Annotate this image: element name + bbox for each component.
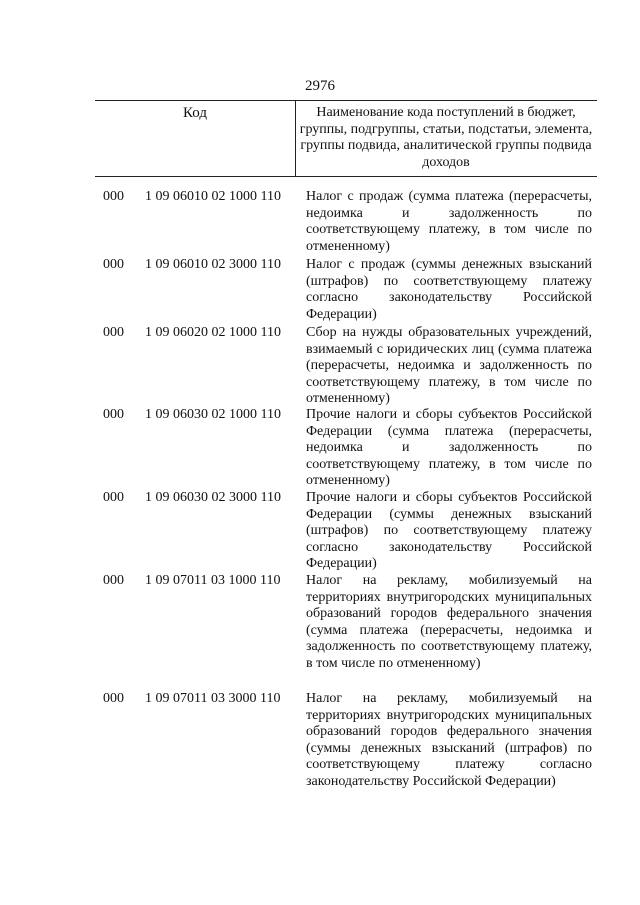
admin-code: 000 bbox=[103, 325, 124, 340]
revenue-code: 1 09 06030 02 1000 110 bbox=[145, 407, 281, 422]
revenue-name: Сбор на нужды образовательных учреждений, взимаемый с юридических лиц (сумма платежа (перерасчеты, недоимка и задолженность по соответствующему платежу, в том числе по отмененному) bbox=[306, 325, 592, 407]
header-code-label: Код bbox=[183, 105, 207, 121]
revenue-code: 1 09 06010 02 1000 110 bbox=[145, 189, 281, 204]
revenue-code: 1 09 06030 02 3000 110 bbox=[145, 490, 281, 505]
header-name-label: Наименование кода поступлений в бюджет, группы, подгруппы, статьи, подстатьи, элемента, группы подвида, аналитической группы подвида доходов bbox=[299, 105, 593, 170]
revenue-code: 1 09 07011 03 1000 110 bbox=[145, 573, 281, 588]
revenue-name: Налог на рекламу, мобилизуемый на территориях внутригородских муниципальных образований городов федерального значения (сумма платежа (перерасчеты, недоимка и задолженность по соответствующему платежу, в том числе по отмененному) bbox=[306, 573, 592, 671]
revenue-code: 1 09 06010 02 3000 110 bbox=[145, 257, 281, 272]
admin-code: 000 bbox=[103, 490, 124, 505]
revenue-code: 1 09 06020 02 1000 110 bbox=[145, 325, 281, 340]
admin-code: 000 bbox=[103, 691, 124, 706]
revenue-name: Прочие налоги и сборы субъектов Российской Федерации (суммы денежных взысканий (штрафов) по соответствующему платежу согласно законодательству Российской Федерации) bbox=[306, 490, 592, 572]
admin-code: 000 bbox=[103, 257, 124, 272]
revenue-code: 1 09 07011 03 3000 110 bbox=[145, 691, 281, 706]
admin-code: 000 bbox=[103, 407, 124, 422]
revenue-name: Налог на рекламу, мобилизуемый на территориях внутригородских муниципальных образований городов федерального значения (суммы денежных взысканий (штрафов) по соответствующему платежу согласно законодательству Российской Федерации) bbox=[306, 691, 592, 789]
revenue-name: Прочие налоги и сборы субъектов Российской Федерации (сумма платежа (перерасчеты, недоимка и задолженность по соответствующему платежу, в том числе по отмененному) bbox=[306, 407, 592, 489]
admin-code: 000 bbox=[103, 189, 124, 204]
admin-code: 000 bbox=[103, 573, 124, 588]
revenue-name: Налог с продаж (суммы денежных взысканий (штрафов) по соответствующему платежу согласно законодательству Российской Федерации) bbox=[306, 257, 592, 322]
revenue-name: Налог с продаж (сумма платежа (перерасчеты, недоимка и задолженность по соответствующему платежу, в том числе по отмененному) bbox=[306, 189, 592, 254]
page-number: 2976 bbox=[305, 78, 335, 94]
table-header bbox=[95, 100, 597, 177]
